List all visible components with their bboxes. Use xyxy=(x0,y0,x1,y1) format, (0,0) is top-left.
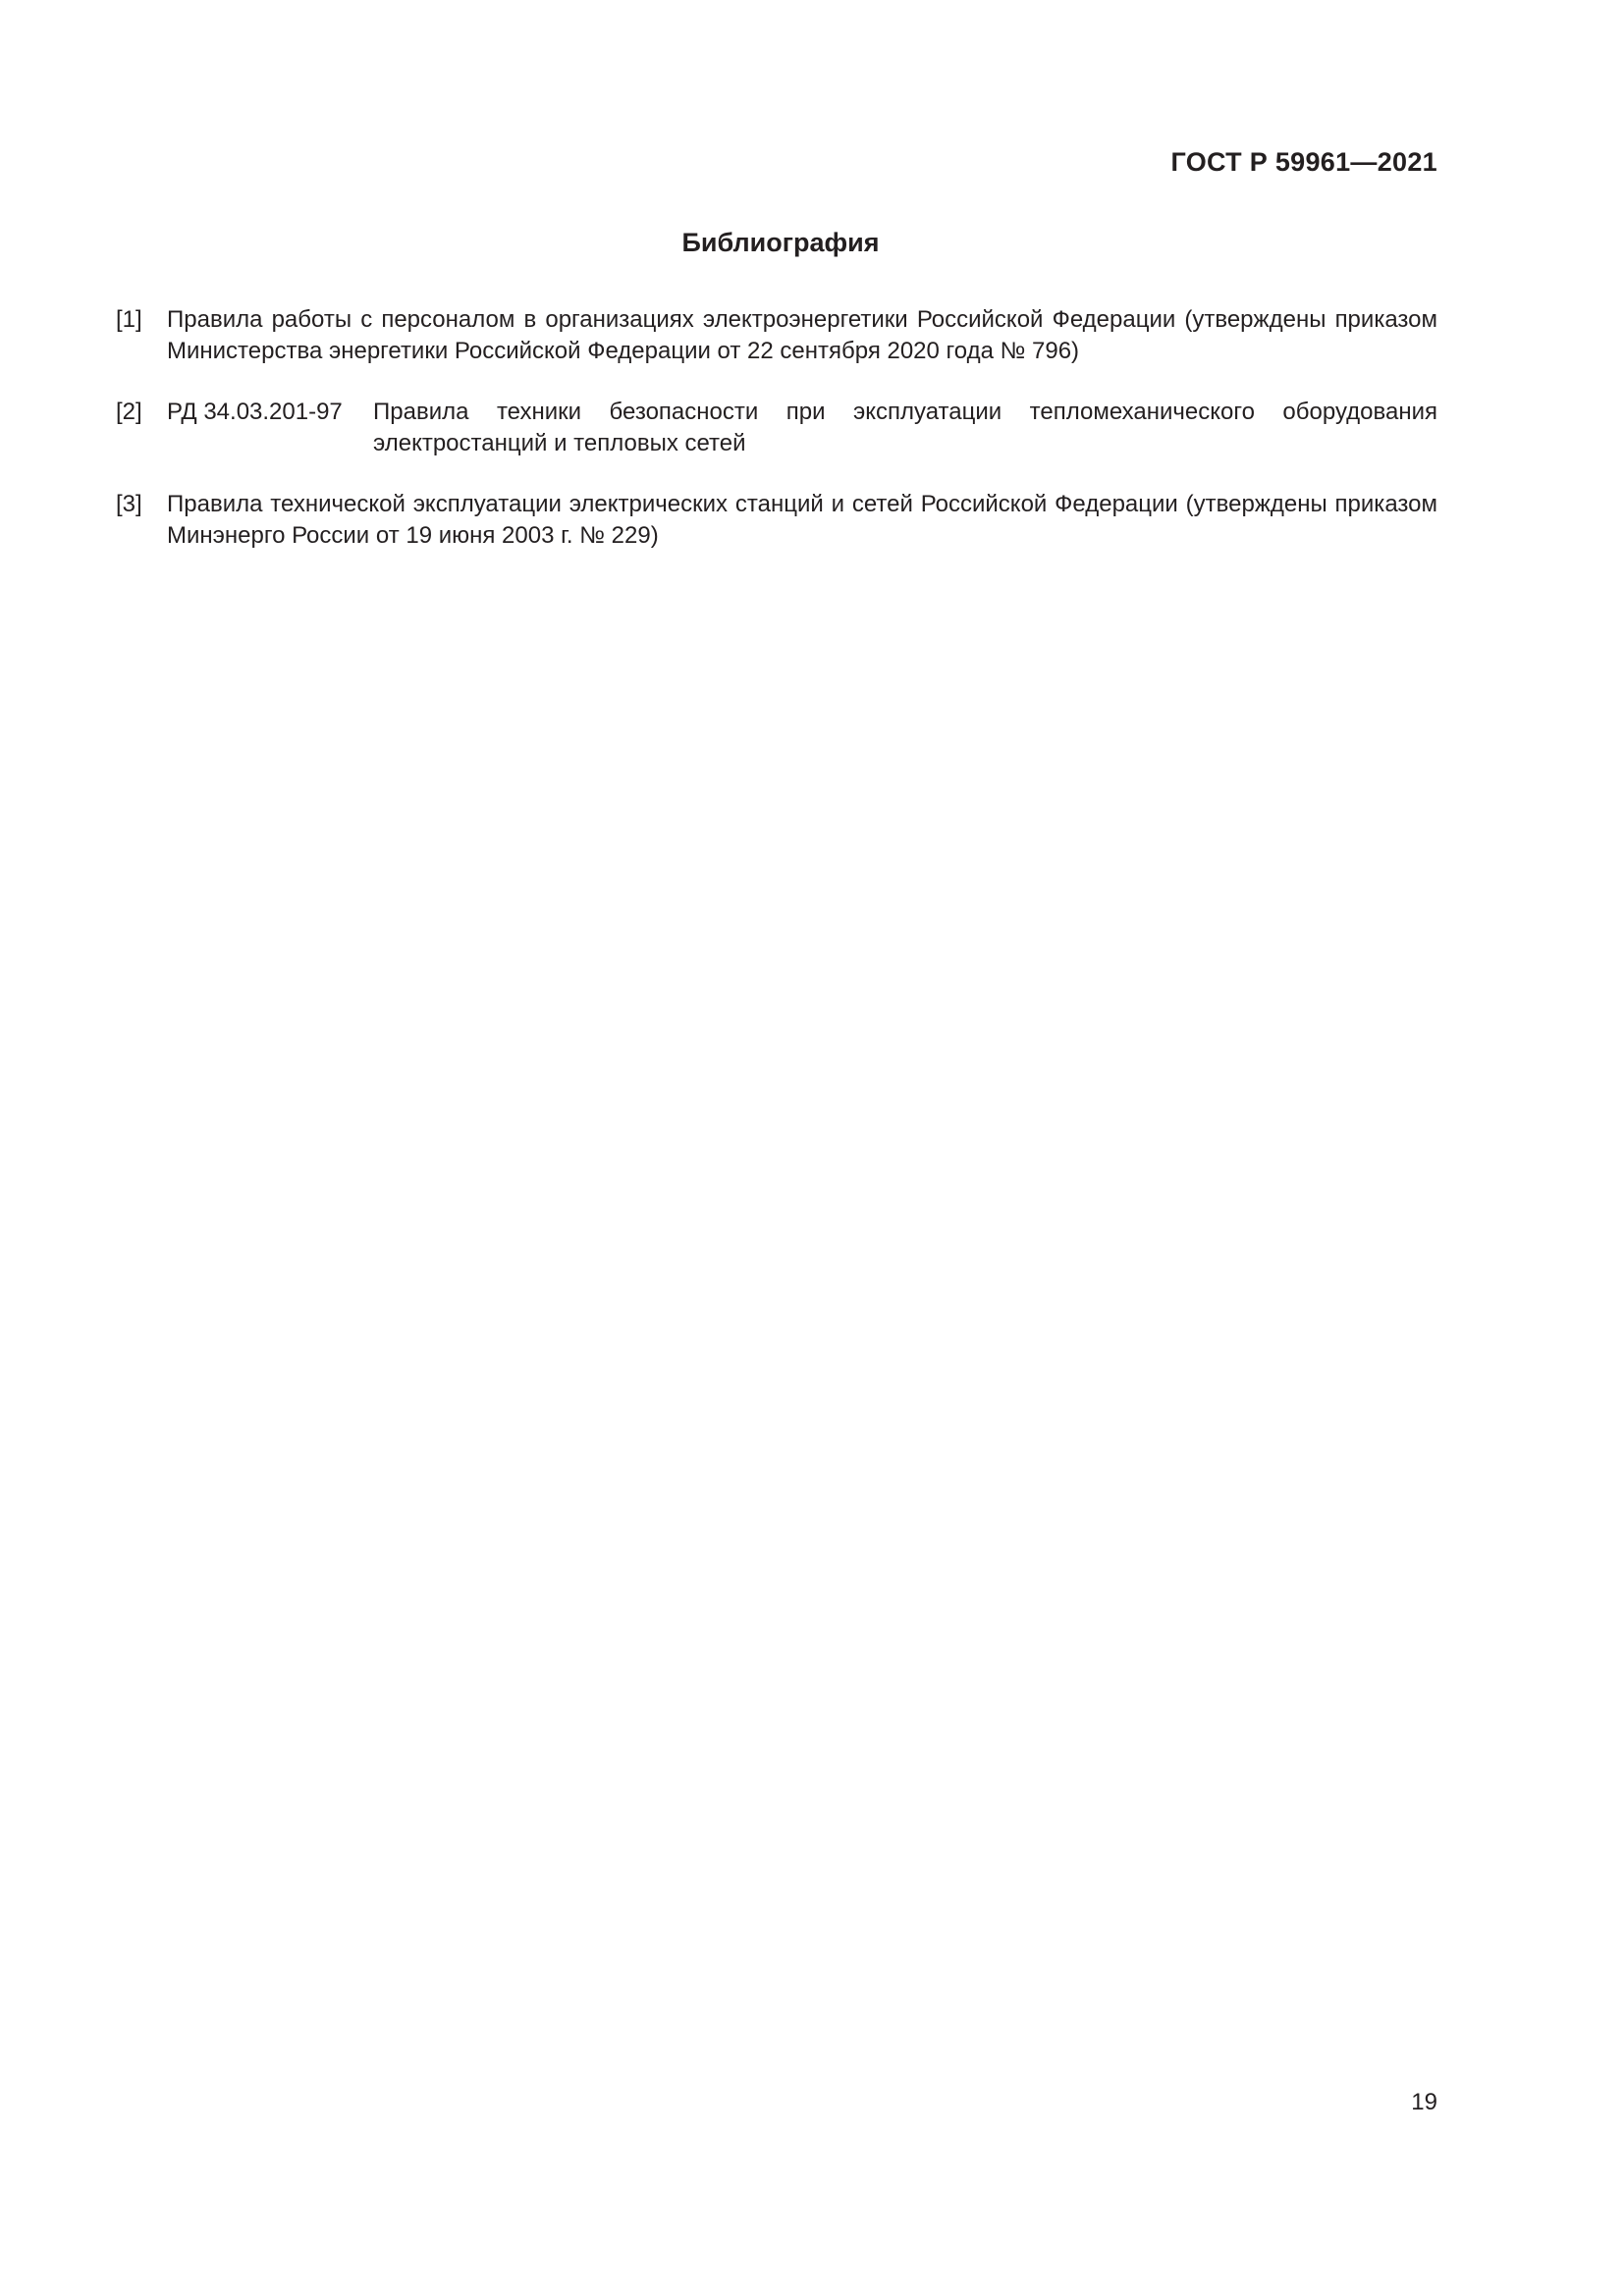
bibliography-entry-2 xyxy=(116,397,1437,459)
entry-text: Правила работы с персоналом в организациях электроэнергетики Российской Федерации (утверждены приказом Министерства энергетики Российской Федерации от 22 сентября 2020 года № 796) xyxy=(167,306,1437,364)
entry-number: [1] xyxy=(116,306,142,333)
entry-text: Правила техники безопасности при эксплуатации тепломеханического оборудования электростанций и тепловых сетей xyxy=(373,399,1437,456)
bibliography-list xyxy=(116,304,1437,581)
page-number: 19 xyxy=(1411,2089,1437,2115)
entry-document-code: РД 34.03.201-97 xyxy=(167,399,343,425)
section-title: Библиография xyxy=(681,228,880,257)
entry-number: [3] xyxy=(116,491,142,517)
entry-text: Правила технической эксплуатации электрических станций и сетей Российской Федерации (утверждены приказом Минэнерго России от 19 июня 2003 г. № 229) xyxy=(167,491,1437,549)
bibliography-entry-3 xyxy=(116,489,1437,552)
document-code-header: ГОСТ Р 59961—2021 xyxy=(1170,147,1437,177)
bibliography-entry-1 xyxy=(116,304,1437,367)
entry-number: [2] xyxy=(116,399,142,425)
